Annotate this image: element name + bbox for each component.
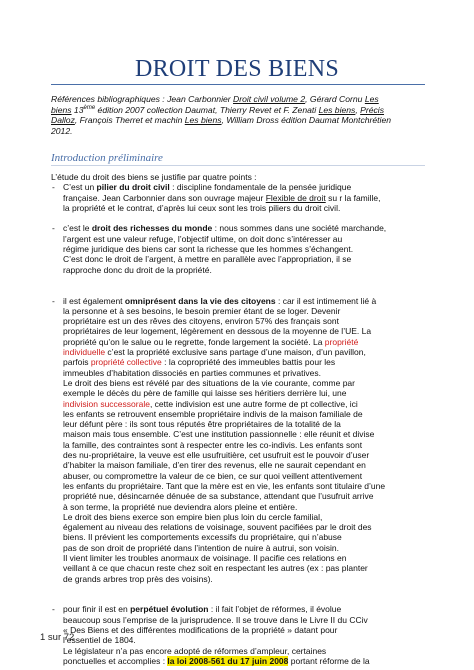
text: propriétaire est un des rêves des citoyens, environ 57% des français sont [63, 316, 339, 327]
text: Le droit des biens est révélé par des situations de la vie courante, comme par [63, 377, 355, 388]
section-underline [51, 165, 425, 166]
bold-text: perpétuel évolution [130, 604, 209, 615]
text: propriété qu’on le salue ou le regrette, fonde largement la société. La [63, 336, 325, 347]
text: Le droit des biens exerce son empire bien plus loin du cercle familial, [63, 511, 323, 522]
text: C’est un [63, 182, 97, 193]
text: portant réforme de la [288, 655, 370, 666]
red-term: propriété [324, 336, 359, 347]
text: biens. Il prévient les comportements excessifs du propriétaire, qui n’abuse [63, 532, 342, 543]
text: l’argent est une valeur refuge, l’objectif ultime, on doit donc s’intéresser au [63, 233, 343, 244]
bullet-dash: - [52, 604, 55, 615]
text: : il fait l’objet de réformes, il évolue [208, 604, 342, 615]
text: des nu-propriétaire, la veuve est elle usufruitière, cet usufruit est le pouvoir d’user [63, 450, 370, 461]
section-heading: Introduction préliminaire [51, 152, 163, 164]
ref-text: édition 2007 collection Daumat, Thierry Revet et F. Zenati [95, 104, 319, 115]
ref-year: 2012. [51, 125, 73, 136]
text: régime juridique des biens car sont la richesse que les hommes s’échangent. [63, 244, 354, 255]
ref-book-les-biens-revet: Les biens [318, 104, 356, 115]
red-term: indivision successorale [63, 398, 150, 409]
text: Il vient limiter les troubles anormaux de voisinage. Il pacifie ces relations en [63, 552, 347, 563]
page-number: 1 sur 72 [40, 632, 75, 643]
bold-text: omniprésent dans la vie des citoyens [124, 295, 276, 306]
text: exemple le décès du père de famille qui laisse ses héritiers derrière lui, une [63, 388, 347, 399]
text: veillant à ce que chacun reste chez soit en respectant les autres (ex : pas planter [63, 563, 368, 574]
ref-book-droit-civil: Droit civil volume 2 [233, 94, 306, 104]
text: pour finir il est en [63, 604, 131, 615]
text: il est également [63, 295, 125, 306]
spacer [51, 275, 425, 285]
text: ponctuelles et accomplies : [63, 655, 168, 666]
text: la famille, des contraintes sont à respecter entre les co-indivis. Les enfants sont [63, 439, 363, 450]
text: : car il est intimement lié à [275, 295, 377, 306]
spacer [51, 584, 425, 594]
text: : discipline fondamentale de la pensée juridique [169, 182, 352, 193]
ref-text: , Gérard Cornu [305, 94, 365, 104]
text: propriétaires de leur logement, légèrement en dessous de la moyenne de l’UE. La [63, 326, 372, 337]
text: « Des Biens et des différentes modifications de la propriété » datant pour [63, 625, 338, 636]
spacer [51, 213, 425, 223]
underlined-title: Flexible de droit [265, 192, 326, 203]
red-term: individuelle [63, 347, 106, 358]
text: : la copropriété des immeubles battis pour les [161, 357, 336, 368]
text: française. Jean Carbonnier dans son ouvrage majeur [63, 192, 266, 203]
list-item-richesses [51, 223, 425, 274]
ref-book-les-biens-cornu-a: Les [364, 94, 379, 104]
text: pas de son droit de propriété dans l’intention de nuire à autrui, son voisin. [63, 542, 339, 553]
document-title: DROIT DES BIENS [134, 56, 340, 82]
ref-book-les-biens-cornu-b: biens [51, 104, 72, 115]
bold-text: pilier du droit civil [96, 182, 170, 193]
text: la personne et à ses besoins, le besoin premier étant de se loger. Devenir [63, 305, 341, 316]
text: : nous sommes dans une société marchande, [212, 223, 387, 234]
references-prefix: Références bibliographiques : Jean Carbonnier [51, 94, 234, 104]
text: abuser, ou compromettre la valeur de ce bien, ce sur quoi veillent attentivement [63, 470, 363, 481]
text: propriété nue, désincarnée dénuée de sa substance, attendant que l’usufruit arrive [63, 491, 374, 502]
text: , cette indivision est une autre forme de pt collective, ici [149, 398, 358, 409]
text: à son terme, la propriété nue deviendra alors pleine et entière. [63, 501, 298, 512]
ref-book-les-biens-therret: Les biens [184, 115, 222, 126]
bullet-dash: - [52, 295, 55, 306]
text: leur défunt père : ils sont tous réputés être propriétaires de la totalité de la [63, 419, 341, 430]
text: d’habiter la maison familiale, d’en tirer des revenus, elle ne saurait cependant en [63, 460, 366, 471]
text: su r la famille, [325, 192, 381, 203]
intro-line: L’étude du droit des biens se justifie par quatre points : [51, 172, 257, 182]
ref-book-precis-b: Dalloz [51, 115, 75, 126]
text: l’essentiel de 1804. [63, 635, 136, 646]
ref-text: , William Dross édition Daumat Montchrétien [221, 115, 392, 126]
ref-book-precis-a: Précis [360, 104, 385, 115]
document-body [51, 172, 425, 666]
ref-text: , François Therret et machin [74, 115, 185, 126]
list-item-evolution [51, 604, 425, 666]
text: C’est donc le droit de l’argent, à mettre en parallèle avec l’appropriation, il se [63, 254, 352, 265]
highlighted-law-reference: la loi 2008-561 du 17 juin 2008 [167, 655, 289, 666]
bullet-dash: - [52, 223, 55, 234]
spacer [51, 594, 425, 604]
text: c’est le [63, 223, 92, 234]
text: maison mais tous ensemble. C’est une institution passionnelle : elle réunit et divise [63, 429, 375, 440]
text: beaucoup sous l’emprise de la jurisprudence. Il se trouve dans le Livre II du CCiv [63, 614, 368, 625]
references-paragraph [51, 94, 425, 136]
text: de grands arbres trop près des voisins). [63, 573, 213, 584]
text: les enfants du propriétaire. Tant que la mère est en vie, les enfants sont titulaire d’une [63, 480, 386, 491]
text: également au niveau des relations de voisinage, souvent pacifiées par le droit des [63, 522, 372, 533]
ref-edition-sup: ème [83, 104, 96, 111]
ref-text: , [355, 104, 361, 115]
text: les enfants se retrouvent ensemble propriétaire indivis de la maison familiale de [63, 408, 363, 419]
text: immeubles d’habitation dissociés en parties communes et privatives. [63, 367, 321, 378]
spacer [51, 285, 425, 295]
text: la propriété et le contrat, d’après lui ceux sont les trois piliers du droit civil. [63, 202, 341, 213]
bold-text: droit des richesses du monde [91, 223, 213, 234]
title-underline [51, 84, 425, 85]
red-term: propriété collective [90, 357, 162, 368]
ref-edition-number: 13 [71, 104, 84, 115]
list-item-pilier [51, 182, 425, 213]
text: parfois [63, 357, 91, 368]
text: Le législateur n’a pas encore adopté de réformes d’ampleur, certaines [63, 645, 327, 656]
text: rapproche donc du droit de la propriété. [63, 264, 212, 275]
bullet-dash: - [52, 182, 55, 193]
list-item-omnipresent [51, 296, 425, 584]
text: c’est la propriété exclusive sans partage d’une maison, d’un pavillon, [105, 347, 366, 358]
